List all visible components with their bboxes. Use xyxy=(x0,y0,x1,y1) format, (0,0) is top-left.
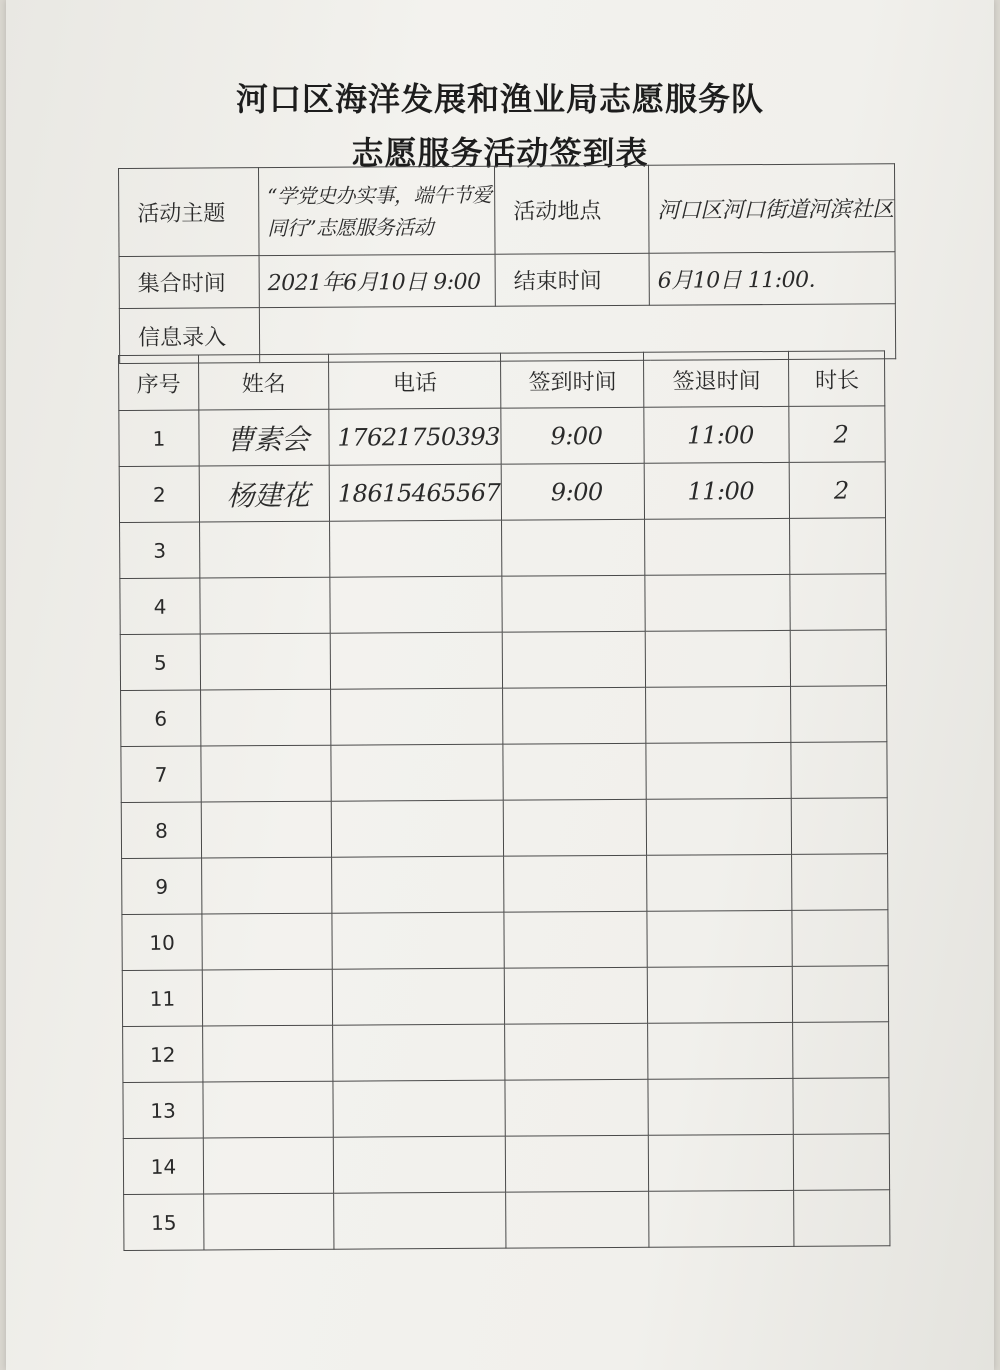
table-row xyxy=(121,798,888,859)
cell-signout-time xyxy=(648,1022,793,1079)
cell-signout-time xyxy=(645,574,790,631)
cell-signin-time xyxy=(503,743,646,800)
cell-index: 11 xyxy=(122,970,202,1026)
cell-signout-time: 11:00 xyxy=(645,462,790,519)
cell-name xyxy=(203,1025,333,1082)
cell-signin-time xyxy=(503,631,646,688)
cell-index: 3 xyxy=(120,522,200,578)
table-row xyxy=(123,1134,890,1195)
cell-index: 15 xyxy=(124,1194,204,1250)
cell-signout-time xyxy=(649,1190,794,1247)
end-time-label: 结束时间 xyxy=(495,253,649,306)
cell-signin-time xyxy=(505,1079,648,1136)
cell-signout-time xyxy=(646,686,791,743)
location-value: 河口区河口街道河滨社区 xyxy=(648,164,894,253)
cell-signin-time xyxy=(503,687,646,744)
gather-time-value: 2021年6月10日 9:00 xyxy=(259,254,495,307)
cell-signout-time xyxy=(646,742,791,799)
cell-name xyxy=(200,633,330,690)
cell-index: 2 xyxy=(119,466,199,522)
cell-name xyxy=(200,521,330,578)
cell-index: 6 xyxy=(121,690,201,746)
cell-duration: 2 xyxy=(789,406,885,463)
cell-signout-time: 11:00 xyxy=(644,406,789,463)
location-label: 活动地点 xyxy=(494,165,649,254)
page-title: 河口区海洋发展和渔业局志愿服务队 xyxy=(235,80,764,118)
cell-duration xyxy=(791,742,887,799)
cell-phone xyxy=(332,856,505,913)
cell-signin-time xyxy=(504,855,647,912)
theme-value: “学党史办实事，端午节爱同行”志愿服务活动 xyxy=(259,166,496,255)
cell-index: 4 xyxy=(120,578,200,634)
cell-signout-time xyxy=(646,630,791,687)
cell-index: 12 xyxy=(123,1026,203,1082)
cell-signout-time xyxy=(647,798,792,855)
cell-phone xyxy=(332,968,505,1025)
cell-name: 曹素会 xyxy=(199,409,329,466)
cell-signin-time xyxy=(505,1023,648,1080)
signin-table xyxy=(118,350,891,1251)
cell-phone xyxy=(333,1024,506,1081)
table-row xyxy=(123,1022,890,1083)
cell-duration xyxy=(794,1134,890,1191)
cell-index: 8 xyxy=(121,802,201,858)
cell-duration xyxy=(792,910,888,967)
end-time-value: 6月10日 11:00. xyxy=(649,252,895,305)
col-header-index: 序号 xyxy=(119,355,199,410)
cell-signout-time xyxy=(648,966,793,1023)
cell-index: 5 xyxy=(120,634,200,690)
table-row xyxy=(120,630,887,691)
cell-phone xyxy=(331,800,504,857)
cell-name: 杨建花 xyxy=(199,465,329,522)
cell-signout-time xyxy=(648,1078,793,1135)
theme-label: 活动主题 xyxy=(119,168,260,257)
cell-index: 14 xyxy=(123,1138,203,1194)
cell-signin-time xyxy=(505,967,648,1024)
cell-name xyxy=(202,857,332,914)
info-entry-label: 信息录入 xyxy=(119,308,259,364)
cell-duration xyxy=(792,854,888,911)
cell-name xyxy=(203,1081,333,1138)
col-header-phone: 电话 xyxy=(328,353,501,409)
col-header-name: 姓名 xyxy=(199,354,329,410)
table-row xyxy=(122,966,889,1027)
cell-signin-time xyxy=(506,1135,649,1192)
col-header-signout-time: 签退时间 xyxy=(644,351,789,407)
cell-signin-time: 9:00 xyxy=(502,463,645,520)
cell-phone xyxy=(331,744,504,801)
cell-name xyxy=(204,1193,334,1250)
cell-signout-time xyxy=(647,910,792,967)
gather-time-label: 集合时间 xyxy=(119,256,259,309)
table-row xyxy=(122,910,889,971)
table-row xyxy=(119,462,886,523)
cell-signout-time xyxy=(647,854,792,911)
cell-phone xyxy=(330,576,503,633)
table-row xyxy=(122,854,889,915)
cell-duration xyxy=(793,1022,889,1079)
cell-name xyxy=(201,745,331,802)
cell-phone xyxy=(332,912,505,969)
col-header-signin-time: 签到时间 xyxy=(501,352,644,408)
table-row xyxy=(124,1190,891,1251)
cell-phone xyxy=(333,1136,506,1193)
cell-signout-time xyxy=(645,518,790,575)
cell-phone xyxy=(330,520,503,577)
cell-index: 9 xyxy=(122,858,202,914)
cell-index: 1 xyxy=(119,410,199,466)
cell-name xyxy=(201,689,331,746)
cell-signout-time xyxy=(649,1134,794,1191)
cell-duration xyxy=(793,1078,889,1135)
cell-name xyxy=(200,577,330,634)
cell-index: 7 xyxy=(121,746,201,802)
col-header-duration: 时长 xyxy=(789,351,885,407)
cell-index: 13 xyxy=(123,1082,203,1138)
table-row xyxy=(120,518,887,579)
cell-phone xyxy=(331,688,504,745)
cell-phone xyxy=(333,1080,506,1137)
cell-duration xyxy=(790,518,886,575)
cell-duration: 2 xyxy=(790,462,886,519)
cell-duration xyxy=(792,798,888,855)
cell-duration xyxy=(794,1190,890,1247)
table-row xyxy=(121,686,888,747)
cell-signin-time xyxy=(502,519,645,576)
cell-phone: 17621750393 xyxy=(329,408,502,465)
cell-duration xyxy=(791,686,887,743)
cell-duration xyxy=(790,574,886,631)
cell-name xyxy=(201,801,331,858)
cell-duration xyxy=(791,630,887,687)
cell-signin-time xyxy=(502,575,645,632)
cell-signin-time: 9:00 xyxy=(501,407,644,464)
cell-duration xyxy=(793,966,889,1023)
cell-index: 10 xyxy=(122,914,202,970)
cell-signin-time xyxy=(504,799,647,856)
table-row xyxy=(121,742,888,803)
cell-signin-time xyxy=(506,1191,649,1248)
table-row xyxy=(123,1078,890,1139)
cell-phone xyxy=(330,632,503,689)
cell-name xyxy=(203,1137,333,1194)
activity-info-table xyxy=(118,163,896,364)
cell-phone xyxy=(334,1192,507,1249)
cell-signin-time xyxy=(504,911,647,968)
cell-name xyxy=(202,913,332,970)
cell-name xyxy=(202,969,332,1026)
header-row xyxy=(119,351,886,411)
page-subtitle: 志愿服务活动签到表 xyxy=(351,134,649,172)
cell-phone: 18615465567 xyxy=(329,464,502,521)
table-row xyxy=(119,406,886,467)
table-row xyxy=(120,574,887,635)
